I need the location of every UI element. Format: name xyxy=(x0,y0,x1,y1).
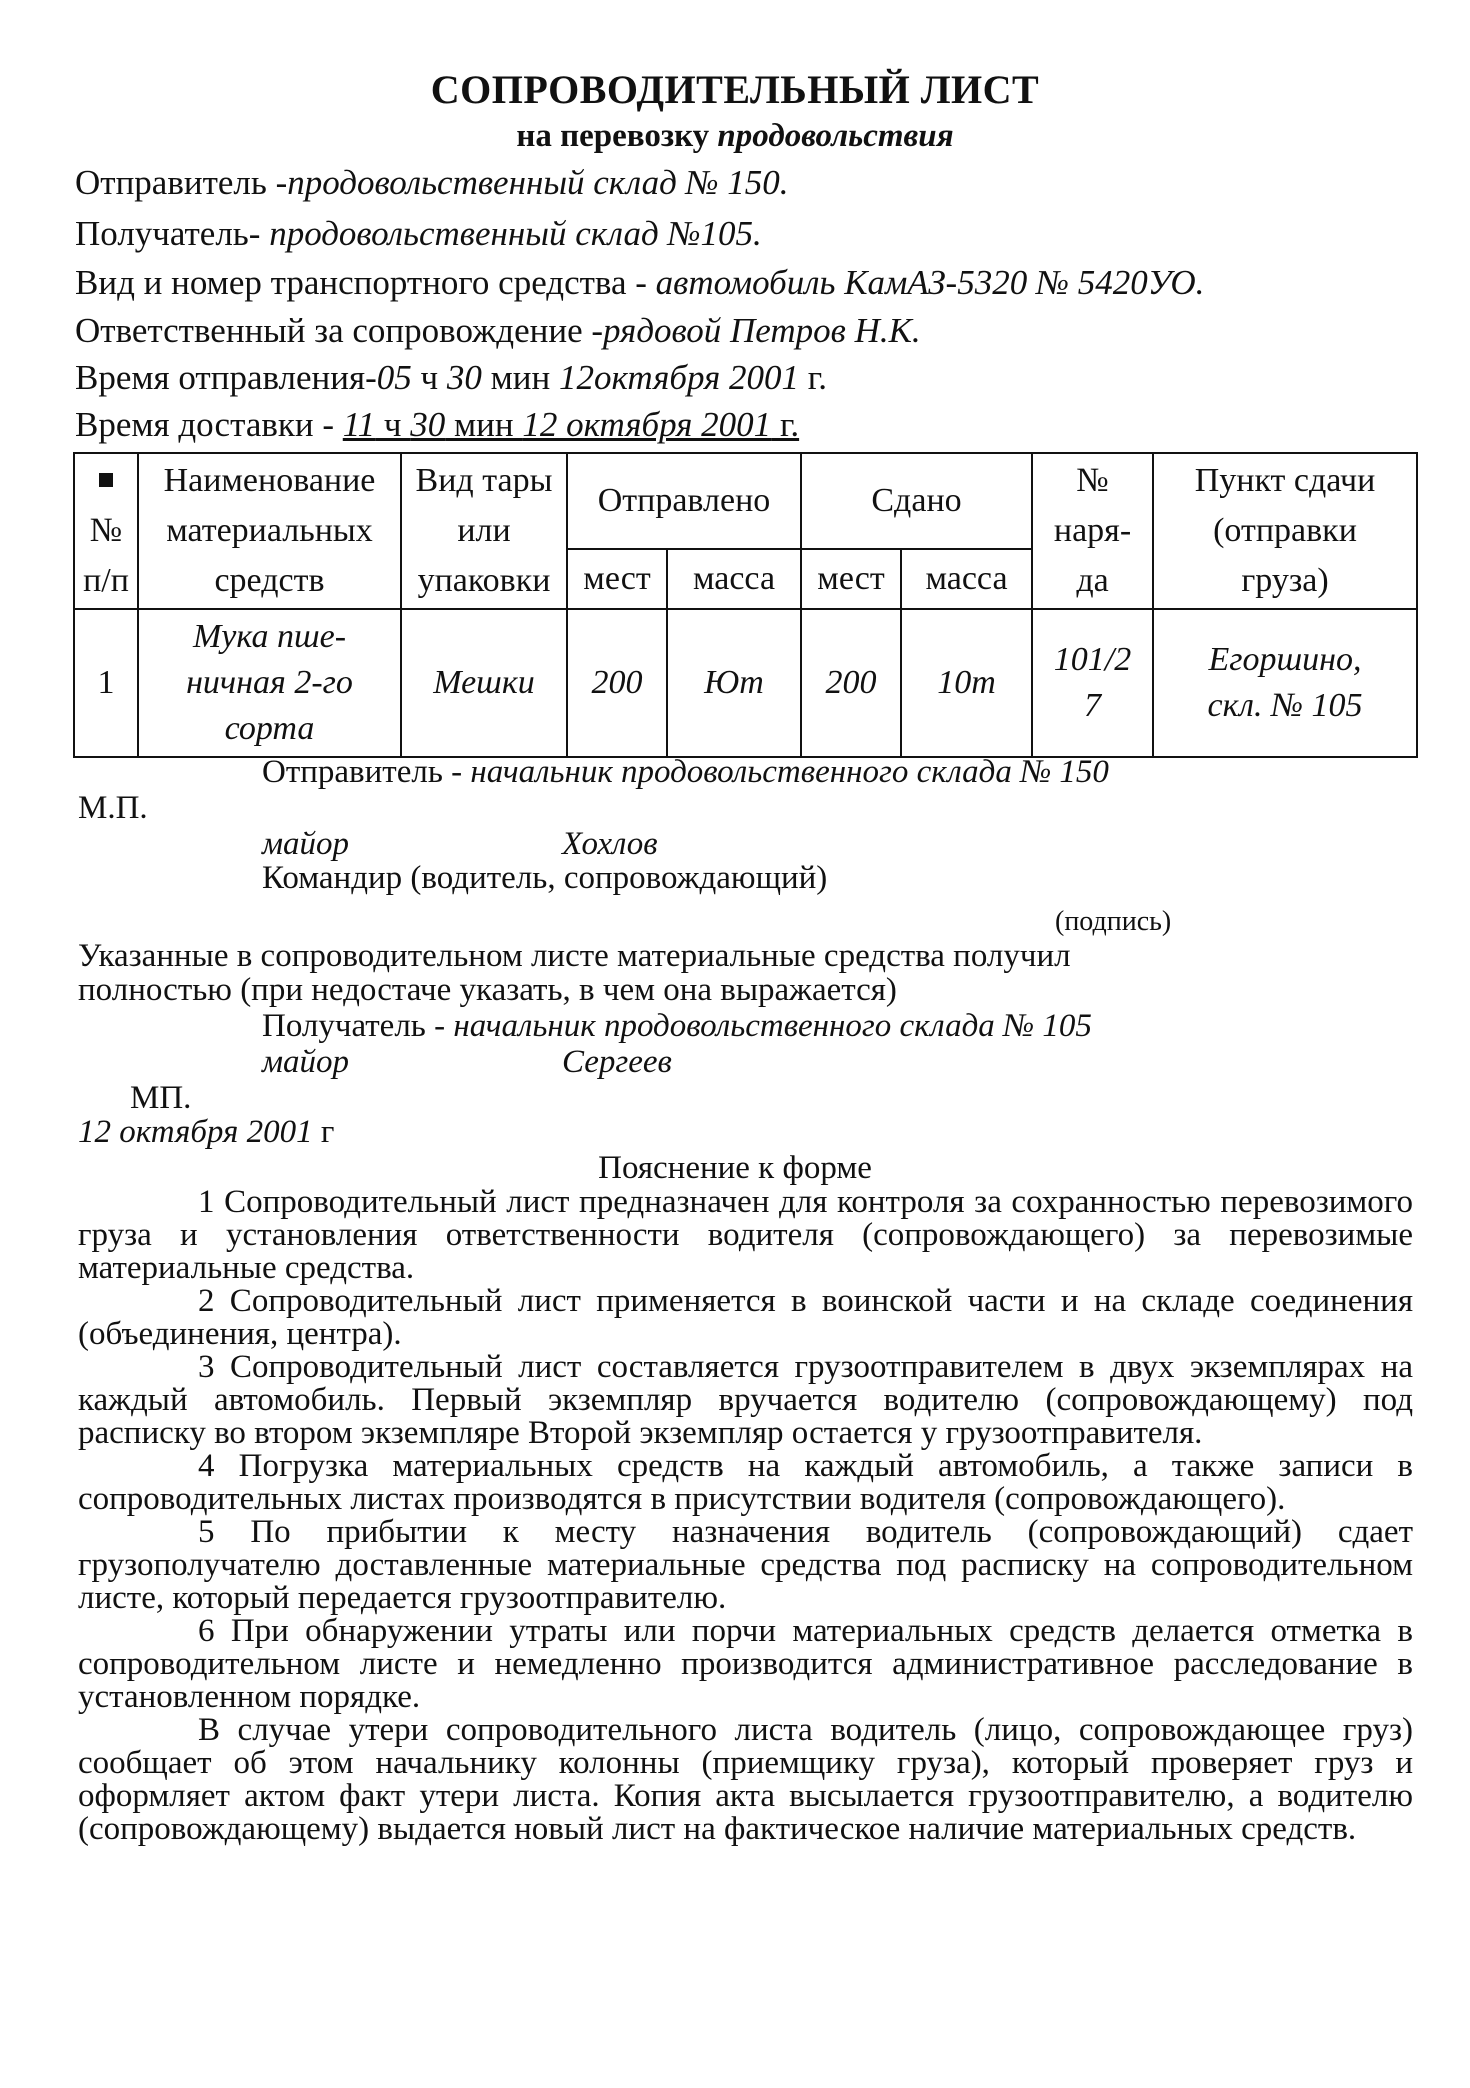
delivery-underlined xyxy=(343,405,799,444)
explanation-paragraph-6: 6 При обнаружении утраты или порчи материальных средств делается отметка в сопроводительном листе и немедленно производится административное расследование в установленном порядке. xyxy=(78,1613,1413,1715)
cargo-table xyxy=(73,452,1418,758)
document-title: СОПРОВОДИТЕЛЬНЫЙ ЛИСТ xyxy=(430,67,1040,112)
departure-minute: 30 xyxy=(446,358,482,397)
row-name: Мука пше- ничная 2-го сорта xyxy=(138,609,401,757)
delivery-label: Время доставки - xyxy=(75,405,343,444)
explanation-paragraph-4: 4 Погрузка материальных средств на каждый автомобиль, а также записи в сопроводительных листах производятся в присутствии водителя (сопровождающего). xyxy=(78,1448,1413,1517)
sender-label: Отправитель - xyxy=(75,163,288,202)
sender-rank: майор xyxy=(262,826,350,862)
header-sent-mass: масса xyxy=(667,549,801,609)
delivery-minute-unit: мин xyxy=(445,405,523,444)
subtitle-italic: продовольствия xyxy=(717,118,954,154)
escort-value: рядовой Петров Н.К. xyxy=(603,311,921,350)
header-packaging: Вид тары или упаковки xyxy=(401,453,567,609)
header-name: Наименование материальных средств xyxy=(138,453,401,609)
delivery-hour: 11 xyxy=(342,405,376,444)
receiver-line xyxy=(75,214,762,254)
sender-line xyxy=(75,163,789,203)
receiver-name: Сергеев xyxy=(562,1044,672,1080)
receiver-rank: майор xyxy=(262,1044,350,1080)
date-value: 12 октября 2001 xyxy=(78,1114,313,1150)
header-point: Пункт сдачи (отправки груза) xyxy=(1153,453,1417,609)
departure-line xyxy=(75,358,827,398)
document-date xyxy=(78,1114,334,1151)
departure-minute-unit: мин xyxy=(481,358,559,397)
delivery-tail: г. xyxy=(771,405,800,444)
subtitle-plain: на перевозку xyxy=(516,118,718,154)
escort-label: Ответственный за сопровождение - xyxy=(75,311,604,350)
explanation-paragraph-1: 1 Сопроводительный лист предназначен для контроля за сохранностью перевозимого груза и установления ответственности водителя (сопровождающего) за перевозимые материальные средства. xyxy=(78,1184,1413,1286)
explanation-body xyxy=(78,1186,1413,1846)
explanation-heading: Пояснение к форме xyxy=(598,1150,872,1186)
received-line-1: Указанные в сопроводительном листе материальные средства получил xyxy=(78,938,1071,974)
header-order: № наря- да xyxy=(1032,453,1153,609)
departure-hour-unit: ч xyxy=(411,358,447,397)
stamp-place-2: МП. xyxy=(130,1080,192,1116)
row-given-places: 200 xyxy=(801,609,901,757)
document-subtitle xyxy=(0,118,1470,155)
vehicle-value: автомобиль КамАЗ-5320 № 5420УО. xyxy=(655,263,1205,302)
stamp-place-1: М.П. xyxy=(78,790,148,826)
row-given-mass: 10т xyxy=(901,609,1032,757)
header-given-places: мест xyxy=(801,549,901,609)
sender-signature-line xyxy=(262,754,1109,791)
sign-receiver-label: Получатель - xyxy=(262,1008,454,1044)
row-sent-places: 200 xyxy=(567,609,667,757)
delivery-minute: 30 xyxy=(410,405,446,444)
explanation-paragraph-7: В случае утери сопроводительного листа водитель (лицо, сопровождающее груз) сообщает об этом начальнику колонны (приемщику груза), который проверяет груз и оформляет актом факт утери листа. Копия акта высылается грузоотправителю, а водителю (сопровождающему) выдается новый лист на фактическое наличие материальных средств. xyxy=(78,1712,1413,1847)
header-given-mass: масса xyxy=(901,549,1032,609)
sign-sender-value: начальник продовольственного склада № 150 xyxy=(470,754,1109,790)
header-sent: Отправлено xyxy=(567,453,801,549)
row-packaging: Мешки xyxy=(401,609,567,757)
sender-name: Хохлов xyxy=(562,826,658,862)
delivery-date: 12 октября 2001 xyxy=(522,405,772,444)
delivery-line xyxy=(75,405,799,445)
receiver-value: продовольственный склад №105. xyxy=(269,214,762,253)
commander-line: Командир (водитель, сопровождающий) xyxy=(262,860,828,896)
escort-line xyxy=(75,311,921,351)
header-given: Сдано xyxy=(801,453,1032,549)
header-sent-places: мест xyxy=(567,549,667,609)
receiver-signature-line xyxy=(262,1008,1092,1045)
table-row xyxy=(74,609,1417,757)
sign-sender-label: Отправитель - xyxy=(262,754,471,790)
square-bullet-icon xyxy=(99,473,113,487)
row-order: 101/2 7 xyxy=(1032,609,1153,757)
row-number: 1 xyxy=(74,609,138,757)
departure-tail: г. xyxy=(799,358,827,397)
explanation-paragraph-2: 2 Сопроводительный лист применяется в воинской части и на складе соединения (объединения, центра). xyxy=(78,1283,1413,1352)
header-number: № п/п xyxy=(74,453,138,609)
explanation-paragraph-3: 3 Сопроводительный лист составляется грузоотправителем в двух экземплярах на каждый автомобиль. Первый экземпляр вручается водителю (сопровождающему) под расписку во втором экземпляре Второй экземпляр остается у грузоотправителя. xyxy=(78,1349,1413,1451)
sender-value: продовольственный склад № 150. xyxy=(287,163,789,202)
row-point: Егоршино, скл. № 105 xyxy=(1153,609,1417,757)
vehicle-label: Вид и номер транспортного средства - xyxy=(75,263,656,302)
departure-date: 12октября 2001 xyxy=(558,358,800,397)
receiver-label: Получатель- xyxy=(75,214,270,253)
received-line-2: полностью (при недостаче указать, в чем она выражается) xyxy=(78,972,897,1008)
departure-label: Время отправления- xyxy=(75,358,377,397)
sign-receiver-value: начальник продовольственного склада № 105 xyxy=(453,1008,1092,1044)
signature-caption: (подпись) xyxy=(1055,906,1172,937)
row-sent-mass: Ют xyxy=(667,609,801,757)
departure-hour: 05 xyxy=(376,358,412,397)
date-tail: г xyxy=(312,1114,335,1150)
delivery-hour-unit: ч xyxy=(375,405,411,444)
vehicle-line xyxy=(75,263,1204,303)
explanation-paragraph-5: 5 По прибытии к месту назначения водитель (сопровождающий) сдает грузополучателю доставленные материальные средства под расписку на сопроводительном листе, который передается грузоотправителю. xyxy=(78,1514,1413,1616)
